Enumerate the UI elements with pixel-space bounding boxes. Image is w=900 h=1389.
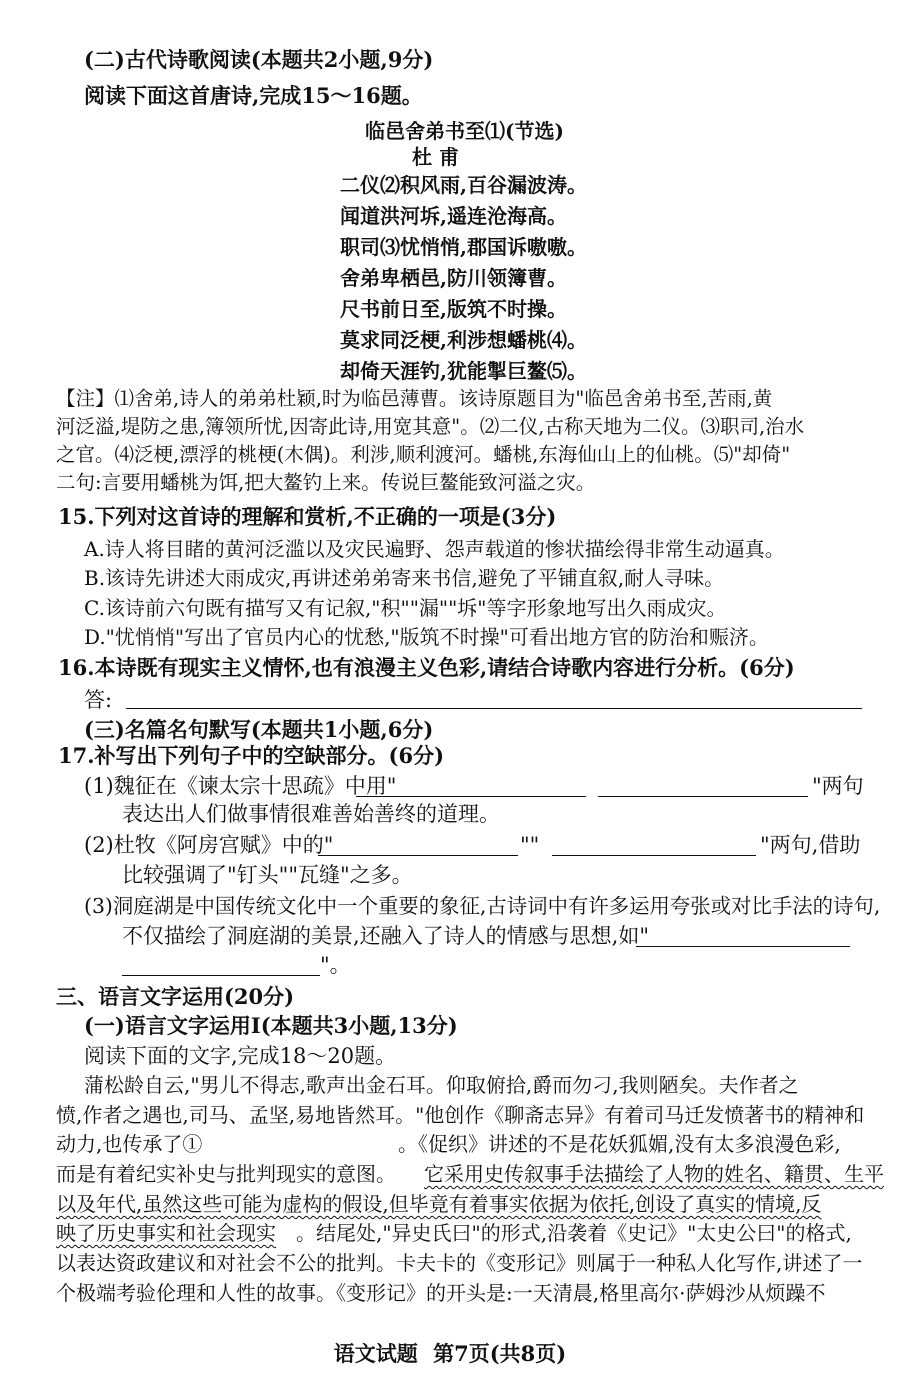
footer-subject: 语文试题 [333,1341,418,1366]
section-heading-dictation: (三)名篇名句默写(本题共1小题,6分) [84,717,434,742]
poem-line: 莫求同泛梗,利涉想蟠桃⑷。 [340,328,587,352]
passage-line: 蒲松龄自云,"男儿不得志,歌声出金石耳。仰取俯拾,爵而勿刁,我则陋矣。夫作者之 [84,1073,799,1097]
passage-line: 个极端考验伦理和人性的故事。《变形记》的开头是:一天清晨,格里高尔·萨姆沙从烦躁不 [56,1281,826,1305]
q17-item2-mid: "" [520,833,540,857]
question-16-stem: 16.本诗既有现实主义情怀,也有浪漫主义色彩,请结合诗歌内容进行分析。(6分) [58,655,795,680]
q17-blank-2[interactable] [598,796,808,797]
poem-line: 尺书前日至,版筑不时操。 [340,297,567,321]
q15-option-a: A.诗人将目睹的黄河泛滥以及灾民遍野、怨声载道的惨状描绘得非常生动逼真。 [84,537,785,561]
passage-line: 愤,作者之遇也,司马、孟坚,易地皆然耳。"他创作《聊斋志异》有着司马迁发愤著书的精神和 [56,1103,865,1127]
passage-line-3b: 。《促织》讲述的不是花妖狐媚,没有太多浪漫色彩, [398,1132,841,1156]
q17-item2-explain: 比较强调了"钉头""瓦缝"之多。 [122,863,413,887]
passage-line-4a: 而是有着纪实补史与批判现实的意图。 [56,1162,396,1186]
poem-line: 职司⑶忧悄悄,郡国诉嗷嗷。 [340,235,587,259]
q17-item1-prefix: (1)魏征在《谏太宗十思疏》中用" [84,774,397,798]
q17-blank-4[interactable] [552,855,756,856]
poem-line: 却倚天涯钓,犹能掣巨鳌⑸。 [340,359,587,383]
poem-line: 二仪⑵积风雨,百谷漏波涛。 [340,173,587,197]
poetry-instruction: 阅读下面这首唐诗,完成15～16题。 [84,83,423,108]
q17-blank-3[interactable] [318,855,518,856]
q17-item1-explain: 表达出人们做事情很难善始善终的道理。 [122,802,500,826]
poem-note: 河泛溢,堤防之患,簿领所忧,因寄此诗,用宽其意"。⑵二仪,古称天地为二仪。⑶职司,治水 [56,415,805,438]
question-17-stem: 17.补写出下列句子中的空缺部分。(6分) [58,743,445,768]
q16-answer-label: 答: [84,688,113,712]
part3-heading: 三、语言文字运用(20分) [56,984,295,1009]
passage-line: 以表达资政建议和对社会不公的批判。卡夫卡的《变形记》则属于一种私人化写作,讲述了一 [56,1251,863,1275]
q17-blank-1[interactable] [356,796,586,797]
poem-note: 【注】⑴舍弟,诗人的弟弟杜颖,时为临邑薄曹。该诗原题目为"临邑舍弟书至,苦雨,黄 [56,387,773,410]
passage-underlined-sentence: 它采用史传叙事手法描绘了人物的姓名、籍贯、生平 [424,1162,884,1186]
footer-page-number: 第7页(共8页) [433,1341,567,1366]
q17-item1-suffix: "两句 [812,774,864,798]
poem-note: 之官。⑷泛梗,漂浮的桃梗(木偶)。利涉,顺利渡河。蟠桃,东海仙山上的仙桃。⑸"却倚" [56,443,791,466]
part3-instruction: 阅读下面的文字,完成18～20题。 [84,1044,397,1068]
poem-line: 闻道洪河坼,遥连沧海高。 [340,204,567,228]
passage-line-3a: 动力,也传承了① [56,1132,203,1156]
passage-line-6b: 。结尾处,"异史氏曰"的形式,沿袭着《史记》"太史公曰"的格式, [296,1221,852,1245]
question-15-stem: 15.下列对这首诗的理解和赏析,不正确的一项是(3分) [58,504,557,529]
q17-blank-6[interactable] [122,975,320,976]
part3-sub-heading: (一)语言文字运用Ⅰ(本题共3小题,13分) [84,1013,458,1038]
passage-underlined-sentence: 以及年代,虽然这些可能为虚构的假设,但毕竟有着事实依据为依托,创设了真实的情境,反 [56,1192,822,1216]
poem-line: 舍弟卑栖邑,防川领簿曹。 [340,266,567,290]
q17-item3-suffix: "。 [320,953,351,977]
poem-note: 二句:言要用蟠桃为饵,把大鳌钓上来。传说巨鳌能致河溢之灾。 [56,471,596,494]
section-heading-poetry: (二)古代诗歌阅读(本题共2小题,9分) [84,47,434,72]
q17-item3-prefix: (3)洞庭湖是中国传统文化中一个重要的象征,古诗词中有许多运用夸张或对比手法的诗句, [84,894,881,918]
q15-option-d: D."忧悄悄"写出了官员内心的忧愁,"版筑不时操"可看出地方官的防治和赈济。 [84,625,769,649]
q15-option-b: B.该诗先讲述大雨成灾,再讲述弟弟寄来书信,避免了平铺直叙,耐人寻味。 [84,566,725,590]
poem-author: 杜 甫 [412,145,459,169]
page-footer [0,1338,900,1368]
q15-option-c: C.该诗前六句既有描写又有记叙,"积""漏""坼"等字形象地写出久雨成灾。 [84,596,727,620]
q17-item2-suffix: "两句,借助 [760,833,861,857]
q17-item3-middle: 不仅描绘了洞庭湖的美景,还融入了诗人的情感与思想,如" [122,924,650,948]
q16-answer-line[interactable] [126,708,862,709]
passage-underlined-sentence: 映了历史事实和社会现实 [56,1221,276,1245]
q17-blank-5[interactable] [636,946,850,947]
q17-item2-prefix: (2)杜牧《阿房宫赋》中的" [84,833,334,857]
poem-title: 临邑舍弟书至⑴(节选) [365,119,564,143]
